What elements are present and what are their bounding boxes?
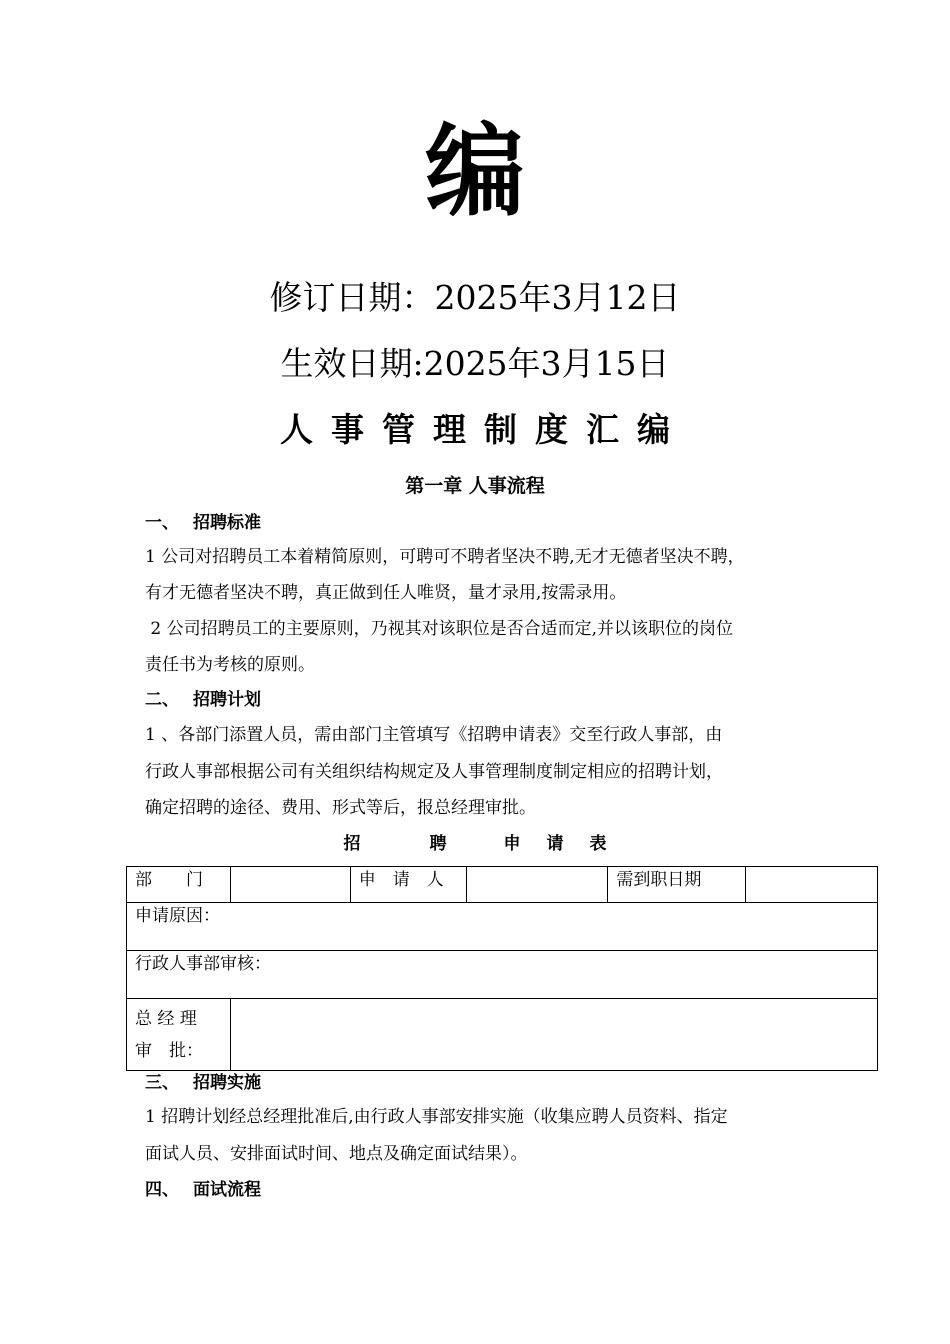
gm-approval-field[interactable]	[230, 999, 877, 1071]
form-row	[127, 951, 878, 999]
paragraph-line: 责任书为考核的原则。	[145, 655, 315, 675]
section-number: 四、	[145, 1180, 179, 1200]
reason-field[interactable]	[127, 903, 878, 951]
department-field[interactable]	[230, 867, 350, 903]
start-date-label: 需到职日期	[608, 867, 746, 903]
chapter-title: 第一章 人事流程	[405, 475, 545, 497]
applicant-label: 申 请 人	[350, 867, 466, 903]
department-label: 部 门	[127, 867, 231, 903]
effective-date: 生效日期:2025年3月15日	[280, 344, 670, 383]
gm-approval-label	[127, 999, 231, 1071]
paragraph-line: 1 、各部门添置人员，需由部门主管填写《招聘申请表》交至行政人事部，由	[145, 725, 723, 745]
paragraph-line: 行政人事部根据公司有关组织结构规定及人事管理制度制定相应的招聘计划，	[145, 762, 723, 782]
gm-label-line: 总 经 理	[135, 1009, 197, 1029]
start-date-field[interactable]	[746, 867, 878, 903]
section-heading	[145, 687, 261, 713]
hr-review-field[interactable]	[127, 951, 878, 999]
form-title-char: 招	[343, 834, 361, 854]
paragraph-line: 有才无德者坚决不聘，真正做到任人唯贤，量才录用,按需录用。	[145, 583, 627, 603]
header-character: 编	[425, 113, 525, 230]
section-title: 招聘计划	[193, 690, 261, 710]
paragraph-line: 1 公司对招聘员工本着精简原则，可聘可不聘者坚决不聘,无才无德者坚决不聘，	[145, 547, 745, 567]
form-row	[127, 999, 878, 1071]
form-row	[127, 867, 878, 903]
section-title: 招聘标准	[193, 513, 261, 533]
document-title: 人事管理制度汇编	[280, 410, 688, 449]
section-number: 一、	[145, 513, 179, 533]
hr-review-label: 行政人事部审核：	[135, 954, 271, 974]
section-heading	[145, 510, 261, 536]
revision-date: 修订日期：2025年3月12日	[269, 278, 681, 317]
applicant-field[interactable]	[466, 867, 608, 903]
section-number: 二、	[145, 690, 179, 710]
paragraph-line: 确定招聘的途径、费用、形式等后，报总经理审批。	[145, 798, 536, 818]
form-title-char: 表	[589, 834, 607, 854]
gm-label-line: 审 批：	[135, 1041, 203, 1061]
form-title-char: 申	[503, 834, 521, 854]
reason-label: 申请原因：	[135, 906, 220, 926]
paragraph-line: 面试人员、安排面试时间、地点及确定面试结果）。	[145, 1144, 528, 1164]
section-heading	[145, 1070, 261, 1096]
recruitment-application-form	[126, 866, 878, 1071]
section-title: 面试流程	[193, 1180, 261, 1200]
section-number: 三、	[145, 1073, 179, 1093]
paragraph-line: 1 招聘计划经总经理批准后,由行政人事部安排实施（收集应聘人员资料、指定	[145, 1107, 728, 1127]
form-title	[0, 831, 950, 857]
form-title-char: 请	[546, 834, 564, 854]
form-row	[127, 903, 878, 951]
section-heading	[145, 1177, 261, 1203]
section-title: 招聘实施	[193, 1073, 261, 1093]
form-title-char: 聘	[429, 834, 447, 854]
paragraph-line: 2 公司招聘员工的主要原则，乃视其对该职位是否合适而定,并以该职位的岗位	[145, 619, 734, 639]
